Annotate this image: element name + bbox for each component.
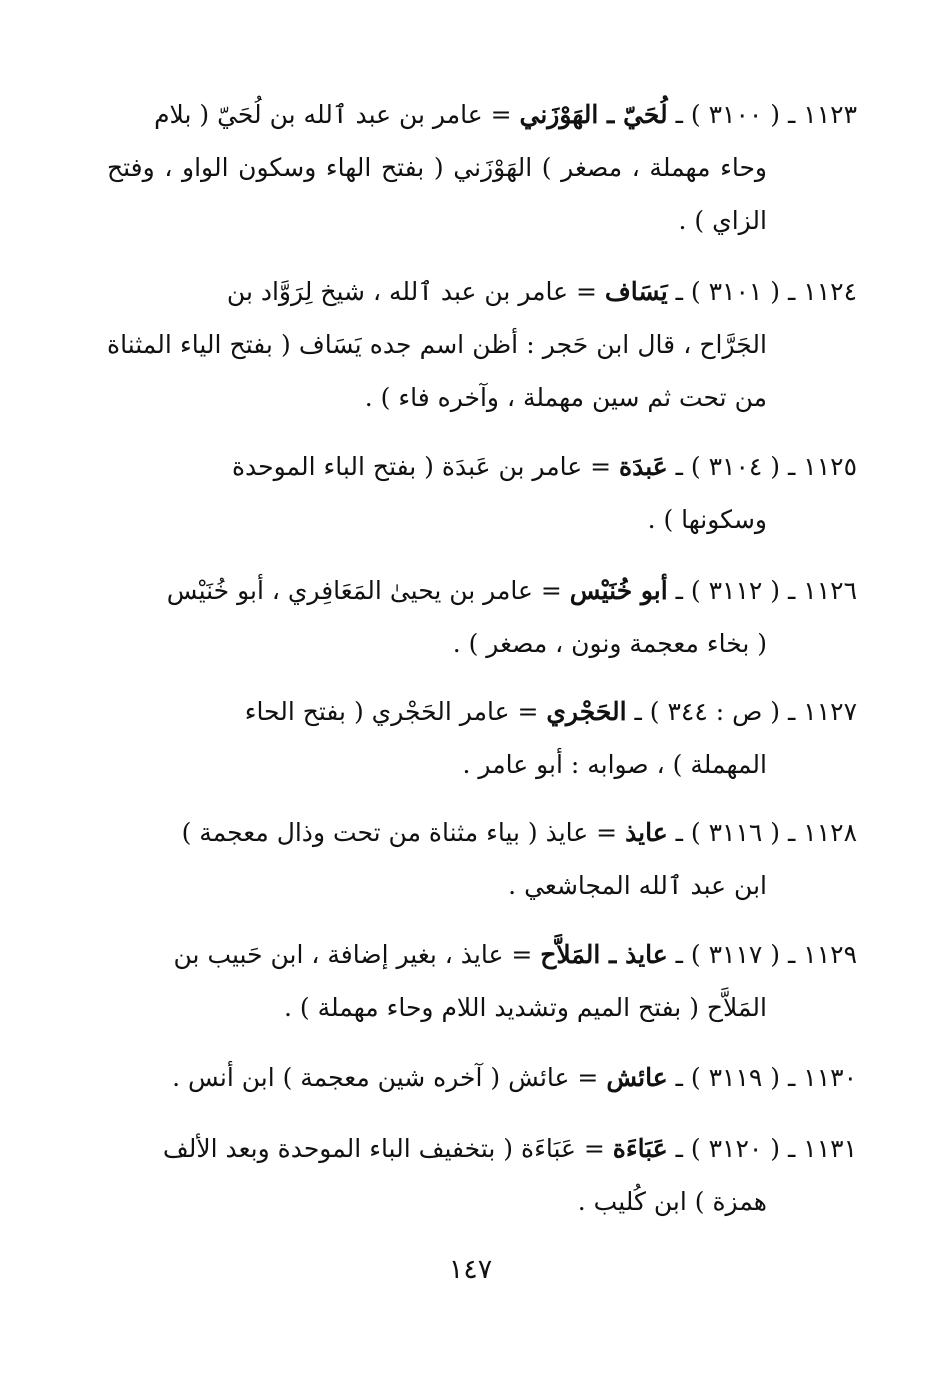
entry-continuation: المَلاَّح ( بفتح الميم وتشديد اللام وحاء مهملة ) . — [284, 993, 767, 1022]
entry-text: = عامر بن عَبدَة ( بفتح الباء الموحدة — [231, 452, 612, 481]
entry-number: ١١٢٤ — [803, 277, 857, 306]
entry-text: = عايذ ( بياء مثناة من تحت وذال معجمة ) — [181, 818, 618, 847]
entry-1125: ١١٢٥ ـ ( ٣١٠٤ ) ـ عَبدَة = عامر بن عَبدَة ( بفتح الباء الموحدة وسكونها ) . — [107, 440, 857, 546]
entry-1130: ١١٣٠ ـ ( ٣١١٩ ) ـ عائش = عائش ( آخره شين معجمة ) ابن أنس . — [172, 1063, 857, 1092]
entry-continuation: ( بخاء معجمة ونون ، مصغر ) . — [452, 629, 767, 658]
entry-text: = عامر بن عبد ٱلله ، شيخ لِرَوَّاد بن — [226, 277, 597, 306]
entry-headword: عائش — [606, 1063, 668, 1092]
entry-headword: عايذ — [625, 818, 668, 847]
entry-continuation: ابن عبد ٱلله المجاشعي . — [508, 871, 767, 900]
entry-headword: الحَجْري — [546, 697, 627, 726]
entry-text: = عائش ( آخره شين معجمة ) ابن أنس . — [172, 1063, 599, 1092]
entry-number: ١١٢٣ — [803, 100, 857, 129]
entry-reference: ( ٣١٠٤ ) — [690, 452, 781, 481]
entry-number: ١١٢٧ — [803, 697, 857, 726]
entry-headword: لُحَيّ ـ الهَوْزَني — [519, 100, 668, 129]
entry-1127: ١١٢٧ ـ ( ص : ٣٤٤ ) ـ الحَجْري = عامر الحَجْري ( بفتح الحاء المهملة ) ، صوابه : أبو عامر . — [107, 685, 857, 791]
entry-text: = عَبَاءَة ( بتخفيف الباء الموحدة وبعد الألف — [162, 1134, 605, 1163]
entry-headword: عايذ ـ المَلاَّح — [540, 940, 668, 969]
entry-number: ١١٢٦ — [803, 576, 857, 605]
entry-headword: أبو خُنَيْس — [569, 576, 668, 605]
entry-headword: عَبدَة — [619, 452, 668, 481]
entry-reference: ( ٣١١٢ ) — [690, 576, 781, 605]
entry-reference: ( ٣١١٦ ) — [690, 818, 781, 847]
entry-continuation: المهملة ) ، صوابه : أبو عامر . — [462, 750, 767, 779]
entry-number: ١١٣١ — [803, 1134, 857, 1163]
entry-continuation: همزة ) ابن كُليب . — [577, 1187, 767, 1216]
entry-1129: ١١٢٩ ـ ( ٣١١٧ ) ـ عايذ ـ المَلاَّح = عايذ ، بغير إضافة ، ابن حَبيب بن المَلاَّح ( بفتح الميم وتشديد اللام وحاء مهملة ) . — [107, 928, 857, 1034]
entry-text: = عايذ ، بغير إضافة ، ابن حَبيب بن — [173, 940, 533, 969]
entry-number: ١١٢٩ — [803, 940, 857, 969]
entry-continuation: وحاء مهملة ، مصغر ) الهَوْزَني ( بفتح الهاء وسكون الواو ، وفتح الزاي ) . — [107, 153, 767, 235]
entry-reference: ( ص : ٣٤٤ ) — [649, 697, 781, 726]
entry-reference: ( ٣١٠٠ ) — [690, 100, 781, 129]
entry-reference: ( ٣١٠١ ) — [690, 277, 781, 306]
entry-headword: يَسَاف — [604, 277, 668, 306]
entry-reference: ( ٣١١٧ ) — [690, 940, 781, 969]
entry-headword: عَبَاءَة — [612, 1134, 668, 1163]
entry-number: ١١٢٨ — [803, 818, 857, 847]
entry-number: ١١٣٠ — [803, 1063, 857, 1092]
entry-text: = عامر بن يحيىٰ المَعَافِري ، أبو خُنَيْس — [166, 576, 562, 605]
entry-text: = عامر الحَجْري ( بفتح الحاء — [244, 697, 539, 726]
page-number: ١٤٧ — [448, 1254, 493, 1285]
entry-1123: ١١٢٣ ـ ( ٣١٠٠ ) ـ لُحَيّ ـ الهَوْزَني = عامر بن عبد ٱلله بن لُحَيّ ( بلام وحاء مهملة ، مصغر ) الهَوْزَني ( بفتح الهاء وسكون الواو ، وفتح الزاي ) . — [107, 88, 857, 247]
entry-1131: ١١٣١ ـ ( ٣١٢٠ ) ـ عَبَاءَة = عَبَاءَة ( بتخفيف الباء الموحدة وبعد الألف همزة ) ابن كُليب . — [107, 1122, 857, 1228]
entry-reference: ( ٣١١٩ ) — [690, 1063, 781, 1092]
entry-reference: ( ٣١٢٠ ) — [690, 1134, 781, 1163]
entry-number: ١١٢٥ — [803, 452, 857, 481]
entry-1124: ١١٢٤ ـ ( ٣١٠١ ) ـ يَسَاف = عامر بن عبد ٱلله ، شيخ لِرَوَّاد بن الجَرَّاح ، قال ابن حَجر : أظن اسم جده يَسَاف ( بفتح الياء المثناة من تحت ثم سين مهملة ، وآخره فاء ) . — [107, 265, 857, 424]
entry-1128: ١١٢٨ ـ ( ٣١١٦ ) ـ عايذ = عايذ ( بياء مثناة من تحت وذال معجمة ) ابن عبد ٱلله المجاشعي . — [107, 806, 857, 912]
entry-text: = عامر بن عبد ٱلله بن لُحَيّ ( بلام — [154, 100, 512, 129]
entry-1126: ١١٢٦ ـ ( ٣١١٢ ) ـ أبو خُنَيْس = عامر بن يحيىٰ المَعَافِري ، أبو خُنَيْس ( بخاء معجمة ونون ، مصغر ) . — [107, 564, 857, 670]
entry-continuation: وسكونها ) . — [647, 505, 767, 534]
entry-continuation: الجَرَّاح ، قال ابن حَجر : أظن اسم جده يَسَاف ( بفتح الياء المثناة من تحت ثم سين مهملة ، وآخره فاء ) . — [107, 330, 767, 412]
